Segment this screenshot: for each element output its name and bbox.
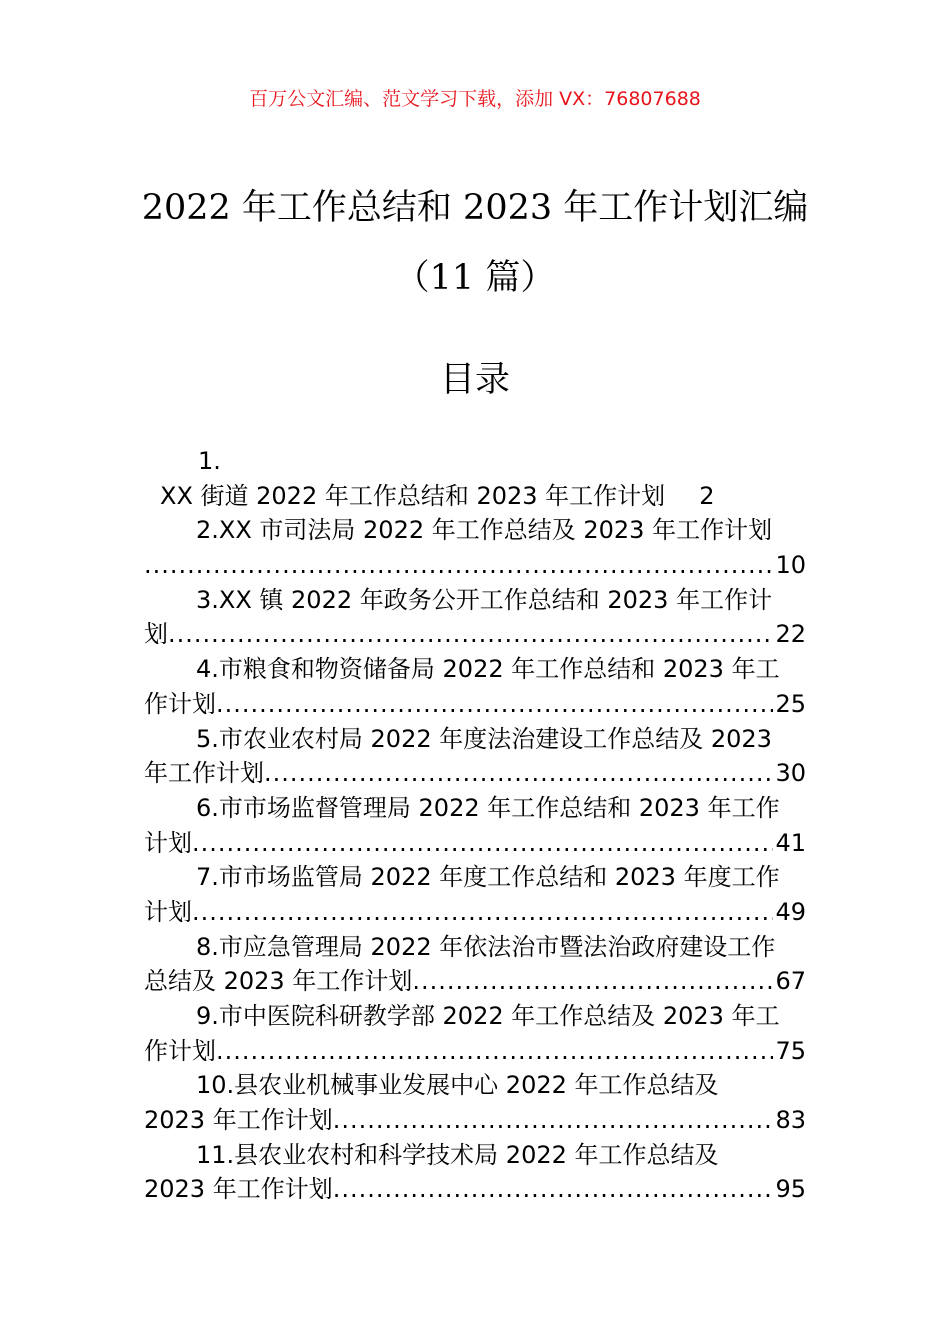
- toc-entry-5-leader[interactable]: [144, 756, 806, 791]
- dot-leader: [216, 687, 773, 722]
- toc-entry-10-title-cont: 2023 年工作计划: [144, 1106, 333, 1135]
- toc-entry-9-title-cont: 作计划: [144, 1036, 216, 1065]
- toc-entry-4-page: 25: [775, 689, 806, 718]
- toc-entry-10-leader[interactable]: [144, 1103, 806, 1138]
- toc-entry-8-page: 67: [775, 967, 806, 996]
- toc-entry-3-title[interactable]: 3.XX 镇 2022 年政务公开工作总结和 2023 年工作计: [196, 585, 773, 614]
- toc-entry-9-page: 75: [775, 1036, 806, 1065]
- toc-entry-11-leader[interactable]: [144, 1172, 806, 1207]
- toc-entry-9-title[interactable]: 9.市中医院科研教学部 2022 年工作总结及 2023 年工: [196, 1002, 780, 1030]
- toc-entry-3-leader[interactable]: [144, 617, 806, 652]
- toc-entry-6-page: 41: [775, 828, 806, 857]
- toc-entry-7-title-cont: 计划: [144, 897, 192, 926]
- dot-leader: [333, 1172, 774, 1207]
- toc-entry-4-leader[interactable]: [144, 687, 806, 722]
- dot-leader: [216, 1034, 773, 1069]
- dot-leader: [264, 756, 773, 791]
- toc-entry-2-title[interactable]: 2.XX 市司法局 2022 年工作总结及 2023 年工作计划: [196, 516, 773, 545]
- toc-entry-8-title-cont: 总结及 2023 年工作计划: [144, 967, 413, 996]
- toc-entry-5-title-cont: 年工作计划: [144, 759, 264, 788]
- toc-entry-6-title[interactable]: 6.市市场监督管理局 2022 年工作总结和 2023 年工作: [196, 793, 780, 822]
- toc-entry-11-title[interactable]: 11.县农业农村和科学技术局 2022 年工作总结及: [196, 1140, 719, 1169]
- doc-subtitle: （11 篇）: [394, 258, 556, 298]
- toc-entry-4-title[interactable]: 4.市粮食和物资储备局 2022 年工作总结和 2023 年工: [196, 655, 780, 684]
- dot-leader: [168, 617, 773, 652]
- toc-entry-2-leader[interactable]: [144, 548, 806, 583]
- toc-entry-2-page: 10: [775, 551, 806, 580]
- toc-entry-1-title: XX 街道 2022 年工作总结和 2023 年工作计划: [160, 481, 666, 510]
- toc-entry-8-title[interactable]: 8.市应急管理局 2022 年依法治市暨法治政府建设工作: [196, 932, 776, 961]
- toc-entry-10-page: 83: [775, 1106, 806, 1135]
- toc-entry-5-page: 30: [775, 759, 806, 788]
- dot-leader: [412, 964, 773, 999]
- toc-entry-4-title-cont: 作计划: [144, 689, 216, 718]
- toc-entry-5-title[interactable]: 5.市农业农村局 2022 年度法治建设工作总结及 2023: [196, 724, 772, 753]
- toc-entry-1-number[interactable]: 1.: [198, 447, 221, 475]
- dot-leader: [333, 1103, 774, 1138]
- doc-title: 2022 年工作总结和 2023 年工作计划汇编: [141, 188, 809, 228]
- toc-entry-3-title-cont: 划: [144, 620, 168, 649]
- dot-leader: [192, 826, 773, 861]
- toc-entry-9-leader[interactable]: [144, 1034, 806, 1069]
- toc-heading: 目录: [439, 360, 510, 400]
- dot-leader: [192, 895, 773, 930]
- toc-entry-11-page: 95: [775, 1175, 806, 1204]
- toc-entry-7-leader[interactable]: [144, 895, 806, 930]
- table-of-contents: [144, 444, 806, 1207]
- toc-entry-1-page: 2: [699, 481, 715, 510]
- toc-entry-10-title[interactable]: 10.县农业机械事业发展中心 2022 年工作总结及: [196, 1071, 719, 1100]
- toc-entry-6-title-cont: 计划: [144, 828, 192, 857]
- promo-banner: 百万公文汇编、范文学习下载，添加 VX：76807688: [249, 88, 701, 110]
- toc-entry-1[interactable]: [144, 479, 806, 514]
- dot-leader: [144, 548, 773, 583]
- toc-entry-6-leader[interactable]: [144, 826, 806, 861]
- toc-entry-11-title-cont: 2023 年工作计划: [144, 1175, 333, 1204]
- toc-entry-7-page: 49: [775, 897, 806, 926]
- toc-entry-8-leader[interactable]: [144, 964, 806, 999]
- toc-entry-3-page: 22: [775, 620, 806, 649]
- toc-entry-7-title[interactable]: 7.市市场监管局 2022 年度工作总结和 2023 年度工作: [196, 863, 780, 892]
